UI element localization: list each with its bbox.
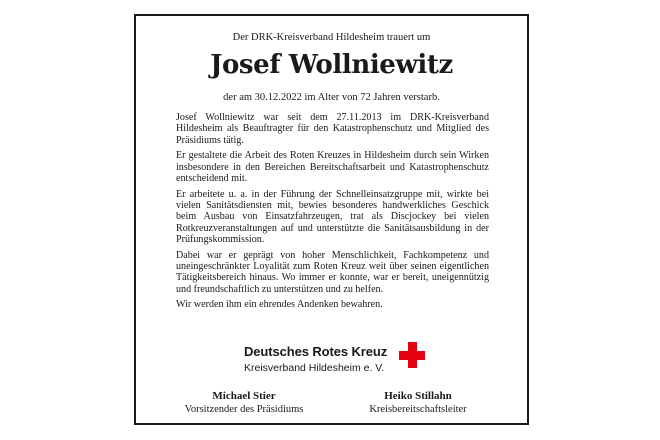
obituary-body (176, 112, 489, 315)
paragraph: Wir werden ihm ein ehrendes Andenken bewahren. (176, 299, 383, 311)
signatory-left (164, 390, 324, 416)
intro-line: Der DRK-Kreisverband Hildesheim trauert um (232, 32, 431, 43)
org-subtitle: Kreisverband Hildesheim e. V. (244, 362, 385, 374)
red-cross-bar-vertical (408, 342, 417, 368)
org-name: Deutsches Rotes Kreuz (244, 344, 388, 359)
paragraph: Dabei war er geprägt von hoher Menschlichkeit, Fachkompetenz und uneingeschränkter Loyalität zum Roten Kreuz weit über seinen eigentlichen Tätigkeitsbereich hinaus. Wo immer er konnte, war er bereit, uneigennützig und freundschaftlich zu unterstützen und zu helfen. (176, 249, 489, 295)
drk-logo (244, 342, 424, 382)
death-line: der am 30.12.2022 im Alter von 72 Jahren verstarb. (223, 92, 440, 103)
paragraph: Er arbeitete u. a. in der Führung der Schnelleinsatzgruppe mit, wirkte bei vielen Sanitätsdiensten mit, bewies besonderes handwerkliches Geschick beim Ausbau von Einsatzfahrzeugen, trat als Discjockey bei vielen Rotkreuzveranstaltungen auf und unterstützte die Sanitätsausbildung in der Prüfungskommission. (176, 188, 489, 245)
paragraph: Josef Wollniewitz war seit dem 27.11.2013 im DRK-Kreisverband Hildesheim als Beauftragter für den Katastrophenschutz und Mitglied des Präsidiums tätig. (176, 112, 489, 146)
obituary-notice (134, 14, 529, 425)
red-cross-icon (399, 342, 425, 368)
signatory-role: Vorsitzender des Präsidiums (184, 404, 304, 415)
signatory-role: Kreisbereitschaftsleiter (369, 404, 467, 415)
signatory-name: Michael Stier (212, 390, 276, 402)
deceased-name: Josef Wollniewitz (210, 50, 453, 80)
signatory-right (348, 390, 488, 416)
paragraph: Er gestaltete die Arbeit des Roten Kreuzes in Hildesheim durch sein Wirken insbesondere in den Bereichen Bereitschaftsarbeit und Katastrophenschutz entscheidend mit. (176, 150, 489, 184)
signatory-name: Heiko Stillahn (384, 390, 452, 402)
